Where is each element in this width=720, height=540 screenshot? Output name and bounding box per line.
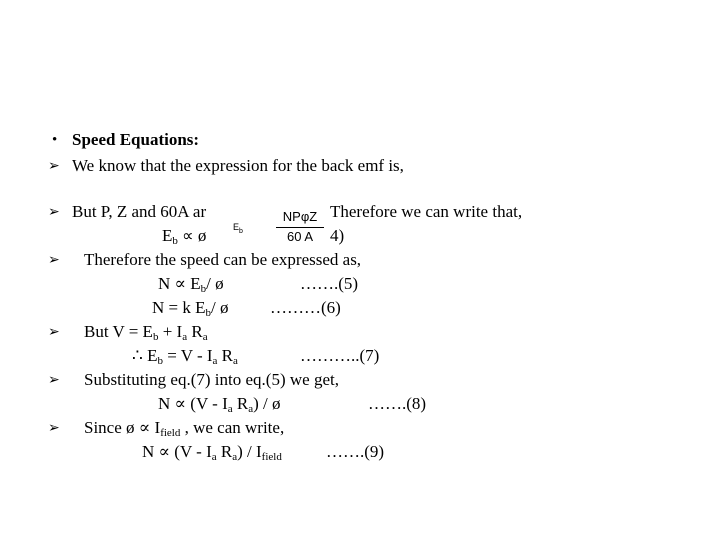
eq-tag-5: …….(5) <box>300 274 359 293</box>
eq-9: $N \propto (V - I_a$ $R_a) / I_{field}$ <box>142 442 282 463</box>
arrow-marker: ➢ <box>48 324 60 340</box>
line-back-emf: We know that the expression for the back emf is, <box>72 156 404 175</box>
line-since: Since ø ∝ $I_{field}$ , we can write, <box>84 418 285 439</box>
eq-tag-9: …….(9) <box>326 442 385 461</box>
eq-eb-prop: $E_b$ ∝ ø <box>162 226 207 247</box>
eq-tag-6: ………(6) <box>270 298 341 317</box>
arrow-marker: ➢ <box>48 372 60 388</box>
eq-tag-4: 4) <box>330 226 345 245</box>
eq-7: ∴ $E_b = V - I_a$ $R_a$ <box>132 346 238 367</box>
eq-6: N = k $E_b/$ ø <box>152 298 229 319</box>
back-emf-fraction: NPφZ 60 A <box>272 206 328 248</box>
line-substituting: Substituting eq.(7) into eq.(5) we get, <box>84 370 339 389</box>
eq-tag-7: ………..(7) <box>300 346 380 365</box>
heading: Speed Equations: <box>72 130 200 149</box>
arrow-marker: ➢ <box>48 204 60 220</box>
arrow-marker: ➢ <box>48 420 60 436</box>
eb-label: $E_b$ <box>233 222 243 235</box>
arrow-marker: ➢ <box>48 252 60 268</box>
eq-5: $N \propto E_b/$ ø <box>158 274 224 295</box>
eq-v: But $V = E_b + I_a$ $R_a$ <box>84 322 208 343</box>
arrow-marker: ➢ <box>48 158 60 174</box>
eq-tag-8: …….(8) <box>368 394 427 413</box>
line-constants: But P, Z and 60A ar <box>72 202 207 221</box>
bullet-marker: • <box>52 132 58 148</box>
line-therefore: Therefore we can write that, <box>330 202 523 221</box>
line-speed-expressed: Therefore the speed can be expressed as, <box>84 250 362 269</box>
eq-8: $N \propto (V - I_a$ $R_a$) / ø <box>158 394 281 415</box>
